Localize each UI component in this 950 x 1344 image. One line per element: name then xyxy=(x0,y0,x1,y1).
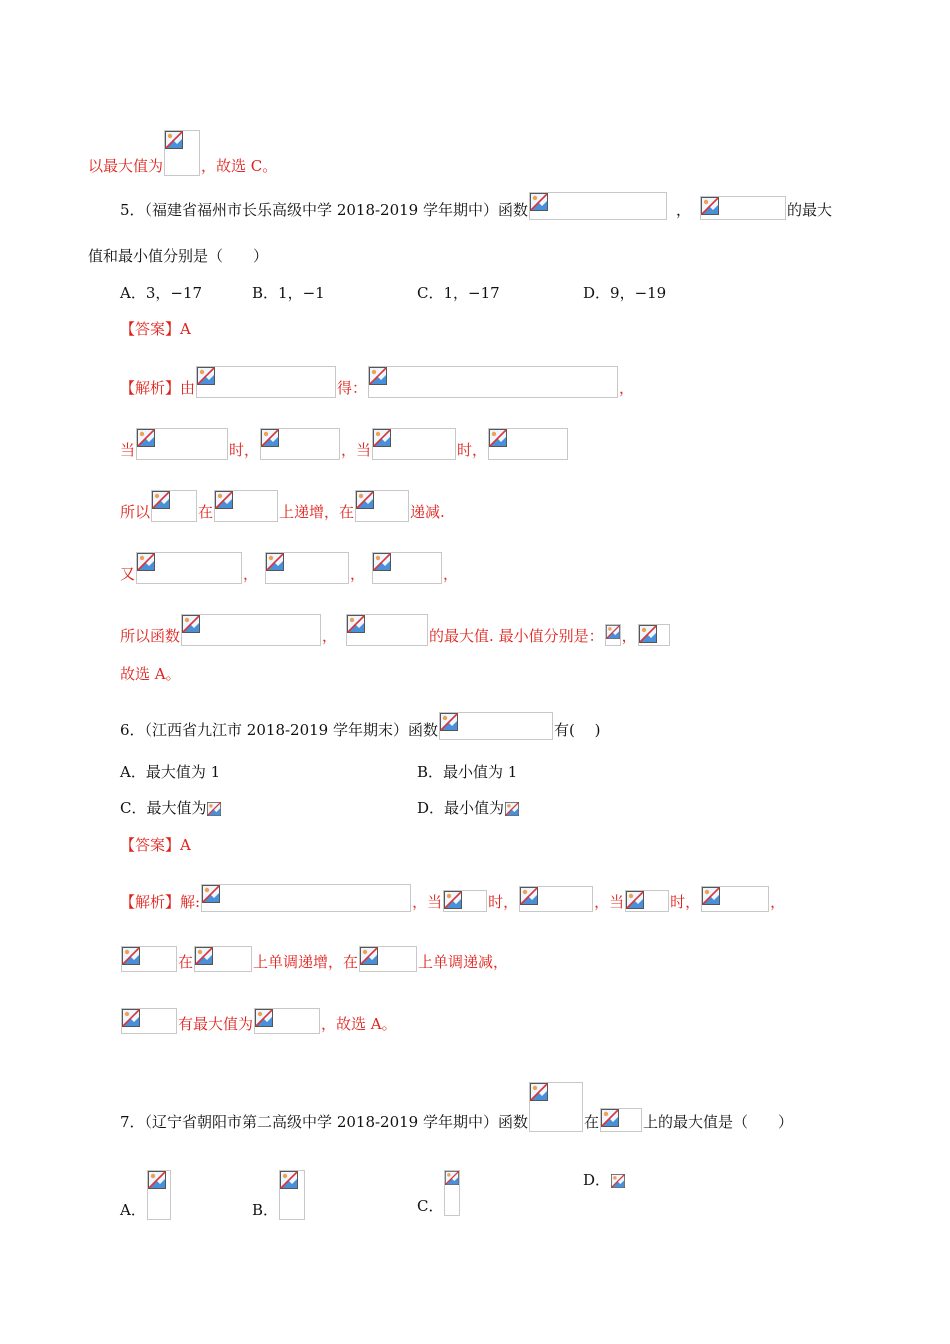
text: 当 xyxy=(120,441,136,459)
formula-image xyxy=(265,552,349,584)
formula-image xyxy=(201,884,411,912)
formula-image xyxy=(355,490,409,522)
q6-option-c xyxy=(120,798,222,818)
text: 递减. xyxy=(410,503,445,521)
text: 时， xyxy=(229,441,260,459)
broken-image-icon xyxy=(122,947,140,965)
broken-image-icon xyxy=(360,947,378,965)
q5-answer xyxy=(120,319,191,339)
formula-image xyxy=(439,712,553,740)
q5-option-a: A．3，−17 xyxy=(120,284,203,302)
option-text: D．最小值为 xyxy=(417,799,505,817)
q6-option-a: A．最大值为 1 xyxy=(120,763,221,781)
formula-image xyxy=(121,946,177,972)
formula-image xyxy=(147,1170,171,1220)
broken-image-icon xyxy=(182,615,200,633)
formula-image xyxy=(700,196,786,220)
text: 以最大值为 xyxy=(88,157,164,175)
question-text: 6．（江西省九江市 2018-2019 学年期末）函数 xyxy=(120,721,438,739)
question-text: 7．（辽宁省朝阳市第二高级中学 2018-2019 学年期中）函数 xyxy=(120,1113,528,1131)
formula-image xyxy=(701,886,769,912)
q5-option-b: B．1，−1 xyxy=(252,284,325,302)
text: 由 xyxy=(180,379,196,397)
answer-value: A xyxy=(180,836,191,854)
q6-analysis-line3 xyxy=(120,1008,397,1034)
text: 上的最大值是（ ） xyxy=(643,1113,794,1131)
broken-image-icon xyxy=(280,1171,298,1189)
broken-image-icon xyxy=(611,1174,625,1188)
formula-image xyxy=(121,1008,177,1034)
text: 时， xyxy=(488,893,519,911)
formula-image xyxy=(151,490,197,522)
option-text: C．最大值为 xyxy=(120,799,207,817)
q5-analysis-line1 xyxy=(120,366,634,398)
text: ，故选 C。 xyxy=(201,157,278,175)
formula-image xyxy=(181,614,321,646)
answer-label: 【答案】 xyxy=(120,836,181,854)
formula-image xyxy=(279,1170,305,1220)
text: ，当 xyxy=(412,893,443,911)
q6-analysis-line1 xyxy=(120,884,785,912)
q7-option-a xyxy=(120,1170,172,1220)
q6-analysis-line2 xyxy=(120,946,508,972)
q5-analysis-line3 xyxy=(120,490,445,522)
text: ，当 xyxy=(594,893,625,911)
formula-image xyxy=(443,890,487,912)
text: ， xyxy=(619,379,635,397)
broken-image-icon xyxy=(152,491,170,509)
question-text: 5．（福建省福州市长乐高级中学 2018-2019 学年期中）函数 xyxy=(120,201,528,219)
text: ， xyxy=(621,627,637,645)
text: 在 xyxy=(198,503,214,521)
text: 的最大值. 最小值分别是： xyxy=(429,627,604,645)
text: ， xyxy=(350,565,366,583)
text: 上递增，在 xyxy=(279,503,355,521)
q7-stem xyxy=(120,1082,793,1132)
formula-image xyxy=(260,428,340,460)
text: 上单调递增，在 xyxy=(253,953,359,971)
broken-image-icon xyxy=(639,625,657,643)
formula-image xyxy=(519,886,593,912)
broken-image-icon xyxy=(215,491,233,509)
option-text: B． xyxy=(252,1201,279,1219)
broken-image-icon xyxy=(444,891,462,909)
formula-image xyxy=(196,366,336,398)
option-text: A． xyxy=(120,1201,146,1219)
broken-image-icon xyxy=(148,1171,166,1189)
answer-label: 【答案】 xyxy=(120,320,181,338)
q5-option-c: C．1，−17 xyxy=(417,284,500,302)
formula-image xyxy=(444,1170,460,1216)
formula-image xyxy=(488,428,568,460)
q5-analysis-line5 xyxy=(120,614,671,646)
text: 时， xyxy=(670,893,701,911)
formula-image xyxy=(611,1174,625,1190)
broken-image-icon xyxy=(255,1009,273,1027)
formula-image xyxy=(372,552,442,584)
broken-image-icon xyxy=(440,713,458,731)
formula-image xyxy=(359,946,417,972)
text: 故选 A。 xyxy=(120,665,181,683)
text: 又 xyxy=(120,565,136,583)
q7-option-d xyxy=(583,1170,626,1190)
formula-image xyxy=(625,890,669,912)
text: ， xyxy=(443,565,459,583)
text: 上单调递减， xyxy=(418,953,509,971)
formula-image xyxy=(529,192,667,220)
q5-analysis-line4 xyxy=(120,552,458,584)
text: ， xyxy=(770,893,786,911)
formula-image xyxy=(505,802,519,818)
q6-answer xyxy=(120,835,191,855)
q6-option-b: B．最小值为 1 xyxy=(417,763,518,781)
formula-image xyxy=(368,366,618,398)
broken-image-icon xyxy=(122,1009,140,1027)
broken-image-icon xyxy=(369,367,387,385)
broken-image-icon xyxy=(202,885,220,903)
formula-image xyxy=(254,1008,320,1034)
question-text: 值和最小值分别是（ ） xyxy=(88,247,269,265)
broken-image-icon xyxy=(530,193,548,211)
text: 在 xyxy=(178,953,194,971)
q6-stem xyxy=(120,712,600,740)
broken-image-icon xyxy=(165,131,183,149)
formula-image xyxy=(638,624,670,646)
q5-stem-cont xyxy=(88,246,268,266)
text: 时， xyxy=(457,441,488,459)
text: ，当 xyxy=(341,441,372,459)
broken-image-icon xyxy=(520,887,538,905)
broken-image-icon xyxy=(626,891,644,909)
formula-image xyxy=(136,552,242,584)
text: 解: xyxy=(180,893,201,911)
text: 有最大值为 xyxy=(178,1015,254,1033)
broken-image-icon xyxy=(137,553,155,571)
q7-option-c xyxy=(417,1170,461,1216)
option-text: D． xyxy=(583,1171,611,1189)
option-text: C． xyxy=(417,1197,444,1215)
text: 所以 xyxy=(120,503,151,521)
broken-image-icon xyxy=(701,197,719,215)
broken-image-icon xyxy=(505,802,519,816)
broken-image-icon xyxy=(530,1083,548,1101)
q5-stem xyxy=(120,192,832,220)
text: 所以函数 xyxy=(120,627,181,645)
broken-image-icon xyxy=(373,553,391,571)
analysis-label: 【解析】 xyxy=(120,893,181,911)
broken-image-icon xyxy=(197,367,215,385)
formula-image xyxy=(372,428,456,460)
broken-image-icon xyxy=(261,429,279,447)
analysis-label: 【解析】 xyxy=(120,379,181,397)
broken-image-icon xyxy=(489,429,507,447)
formula-image xyxy=(214,490,278,522)
formula-image xyxy=(207,802,221,818)
text: 的最大 xyxy=(787,201,833,219)
broken-image-icon xyxy=(445,1171,459,1185)
broken-image-icon xyxy=(702,887,720,905)
formula-image xyxy=(605,624,621,646)
q7-option-b xyxy=(252,1170,306,1220)
q5-conclusion xyxy=(120,664,181,684)
broken-image-icon xyxy=(137,429,155,447)
formula-image xyxy=(600,1108,642,1132)
text: ， xyxy=(676,201,692,219)
formula-image xyxy=(529,1082,583,1132)
broken-image-icon xyxy=(373,429,391,447)
q6-option-d xyxy=(417,798,520,818)
broken-image-icon xyxy=(601,1109,619,1127)
broken-image-icon xyxy=(195,947,213,965)
text: ，故选 A。 xyxy=(321,1015,397,1033)
broken-image-icon xyxy=(356,491,374,509)
formula-image xyxy=(346,614,428,646)
broken-image-icon xyxy=(606,625,620,639)
text: 得： xyxy=(337,379,368,397)
broken-image-icon xyxy=(347,615,365,633)
broken-image-icon xyxy=(207,802,221,816)
formula-image xyxy=(164,130,200,176)
broken-image-icon xyxy=(266,553,284,571)
formula-image xyxy=(194,946,252,972)
text: ， xyxy=(243,565,259,583)
text: 有( ) xyxy=(554,721,601,739)
formula-image xyxy=(136,428,228,460)
prev-answer-line xyxy=(88,130,277,176)
text: 在 xyxy=(584,1113,600,1131)
answer-value: A xyxy=(180,320,191,338)
text: ， xyxy=(322,627,338,645)
q5-option-d: D．9，−19 xyxy=(583,284,667,302)
q5-analysis-line2 xyxy=(120,428,569,460)
